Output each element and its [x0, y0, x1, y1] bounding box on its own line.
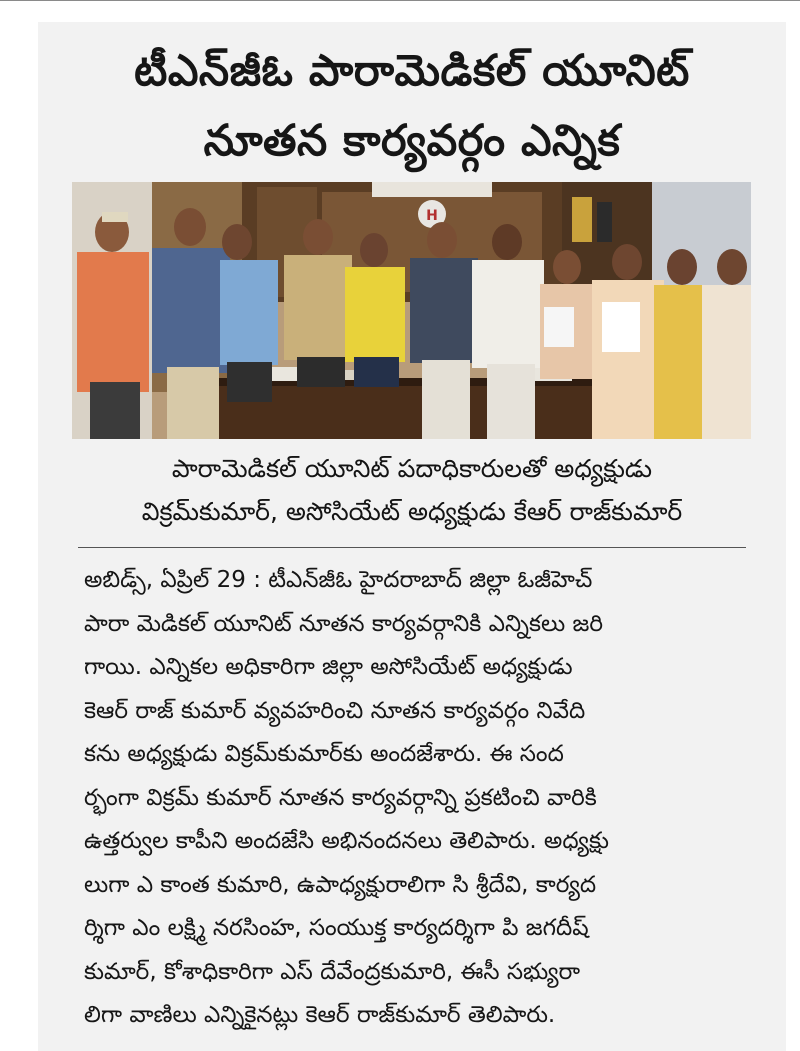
body-line: కుమార్, కోశాధికారిగా ఎస్ దేవేంద్రకుమారి, ఈసీ సభ్యురా [84, 958, 581, 985]
article-body [84, 559, 764, 1038]
body-line: ఉత్తర్వుల కాపీని అందజేసి అభినందనలు తెలిపారు. అధ్యక్షు [84, 828, 609, 854]
photo-caption [38, 447, 786, 533]
article-photo [72, 182, 751, 439]
photo-wall-logo: H [426, 208, 438, 224]
body-line: ర్శిగా ఎం లక్ష్మి నరసింహ, సంయుక్త కార్యదర్శిగా పి జగదీష్ [84, 915, 589, 941]
caption-divider [78, 547, 746, 548]
body-line: లిగా వాణిలు ఎన్నికైనట్లు కెఆర్ రాజ్‌కుమార్ తెలిపారు. [84, 1002, 556, 1028]
body-line: అబిడ్స్, ఏప్రిల్ 29 : టీఎన్‌జీఓ హైదరాబాద్ జిల్లా ఓజీహెచ్ [84, 567, 593, 593]
body-line: లుగా ఎ కాంత కుమారి, ఉపాధ్యక్షురాలిగా సి శ్రీదేవి, కార్యద [84, 871, 597, 898]
caption-line-2: విక్రమ్‌కుమార్, అసోసియేట్ అధ్యక్షుడు కేఆర్ రాజ్‌కుమార్ [141, 497, 683, 526]
news-article [38, 22, 786, 1051]
body-line: కను అధ్యక్షుడు విక్రమ్‌కుమార్‌కు అందజేశారు. ఈ సంద [84, 741, 564, 767]
body-line: ర్భంగా విక్రమ్ కుమార్ నూతన కార్యవర్గాన్ని ప్రకటించి వారికి [84, 784, 597, 811]
body-line: పారా మెడికల్ యూనిట్ నూతన కార్యవర్గానికి ఎన్నికలు జరి [84, 610, 604, 637]
article-headline [38, 36, 786, 176]
caption-line-1: పారామెడికల్ యూనిట్ పదాధికారులతో అధ్యక్షుడు [171, 454, 653, 483]
headline-line-2: నూతన కార్యవర్గం ఎన్నిక [203, 116, 621, 166]
top-rule [0, 0, 800, 2]
body-line: గాయి. ఎన్నికల అధికారిగా జిల్లా అసోసియేట్ అధ్యక్షుడు [84, 654, 573, 680]
headline-line-1: టీఎన్‌జీఓ పారామెడికల్ యూనిట్ [134, 46, 690, 96]
body-line: కెఆర్ రాజ్ కుమార్ వ్యవహరించి నూతన కార్యవర్గం నివేది [84, 697, 586, 724]
